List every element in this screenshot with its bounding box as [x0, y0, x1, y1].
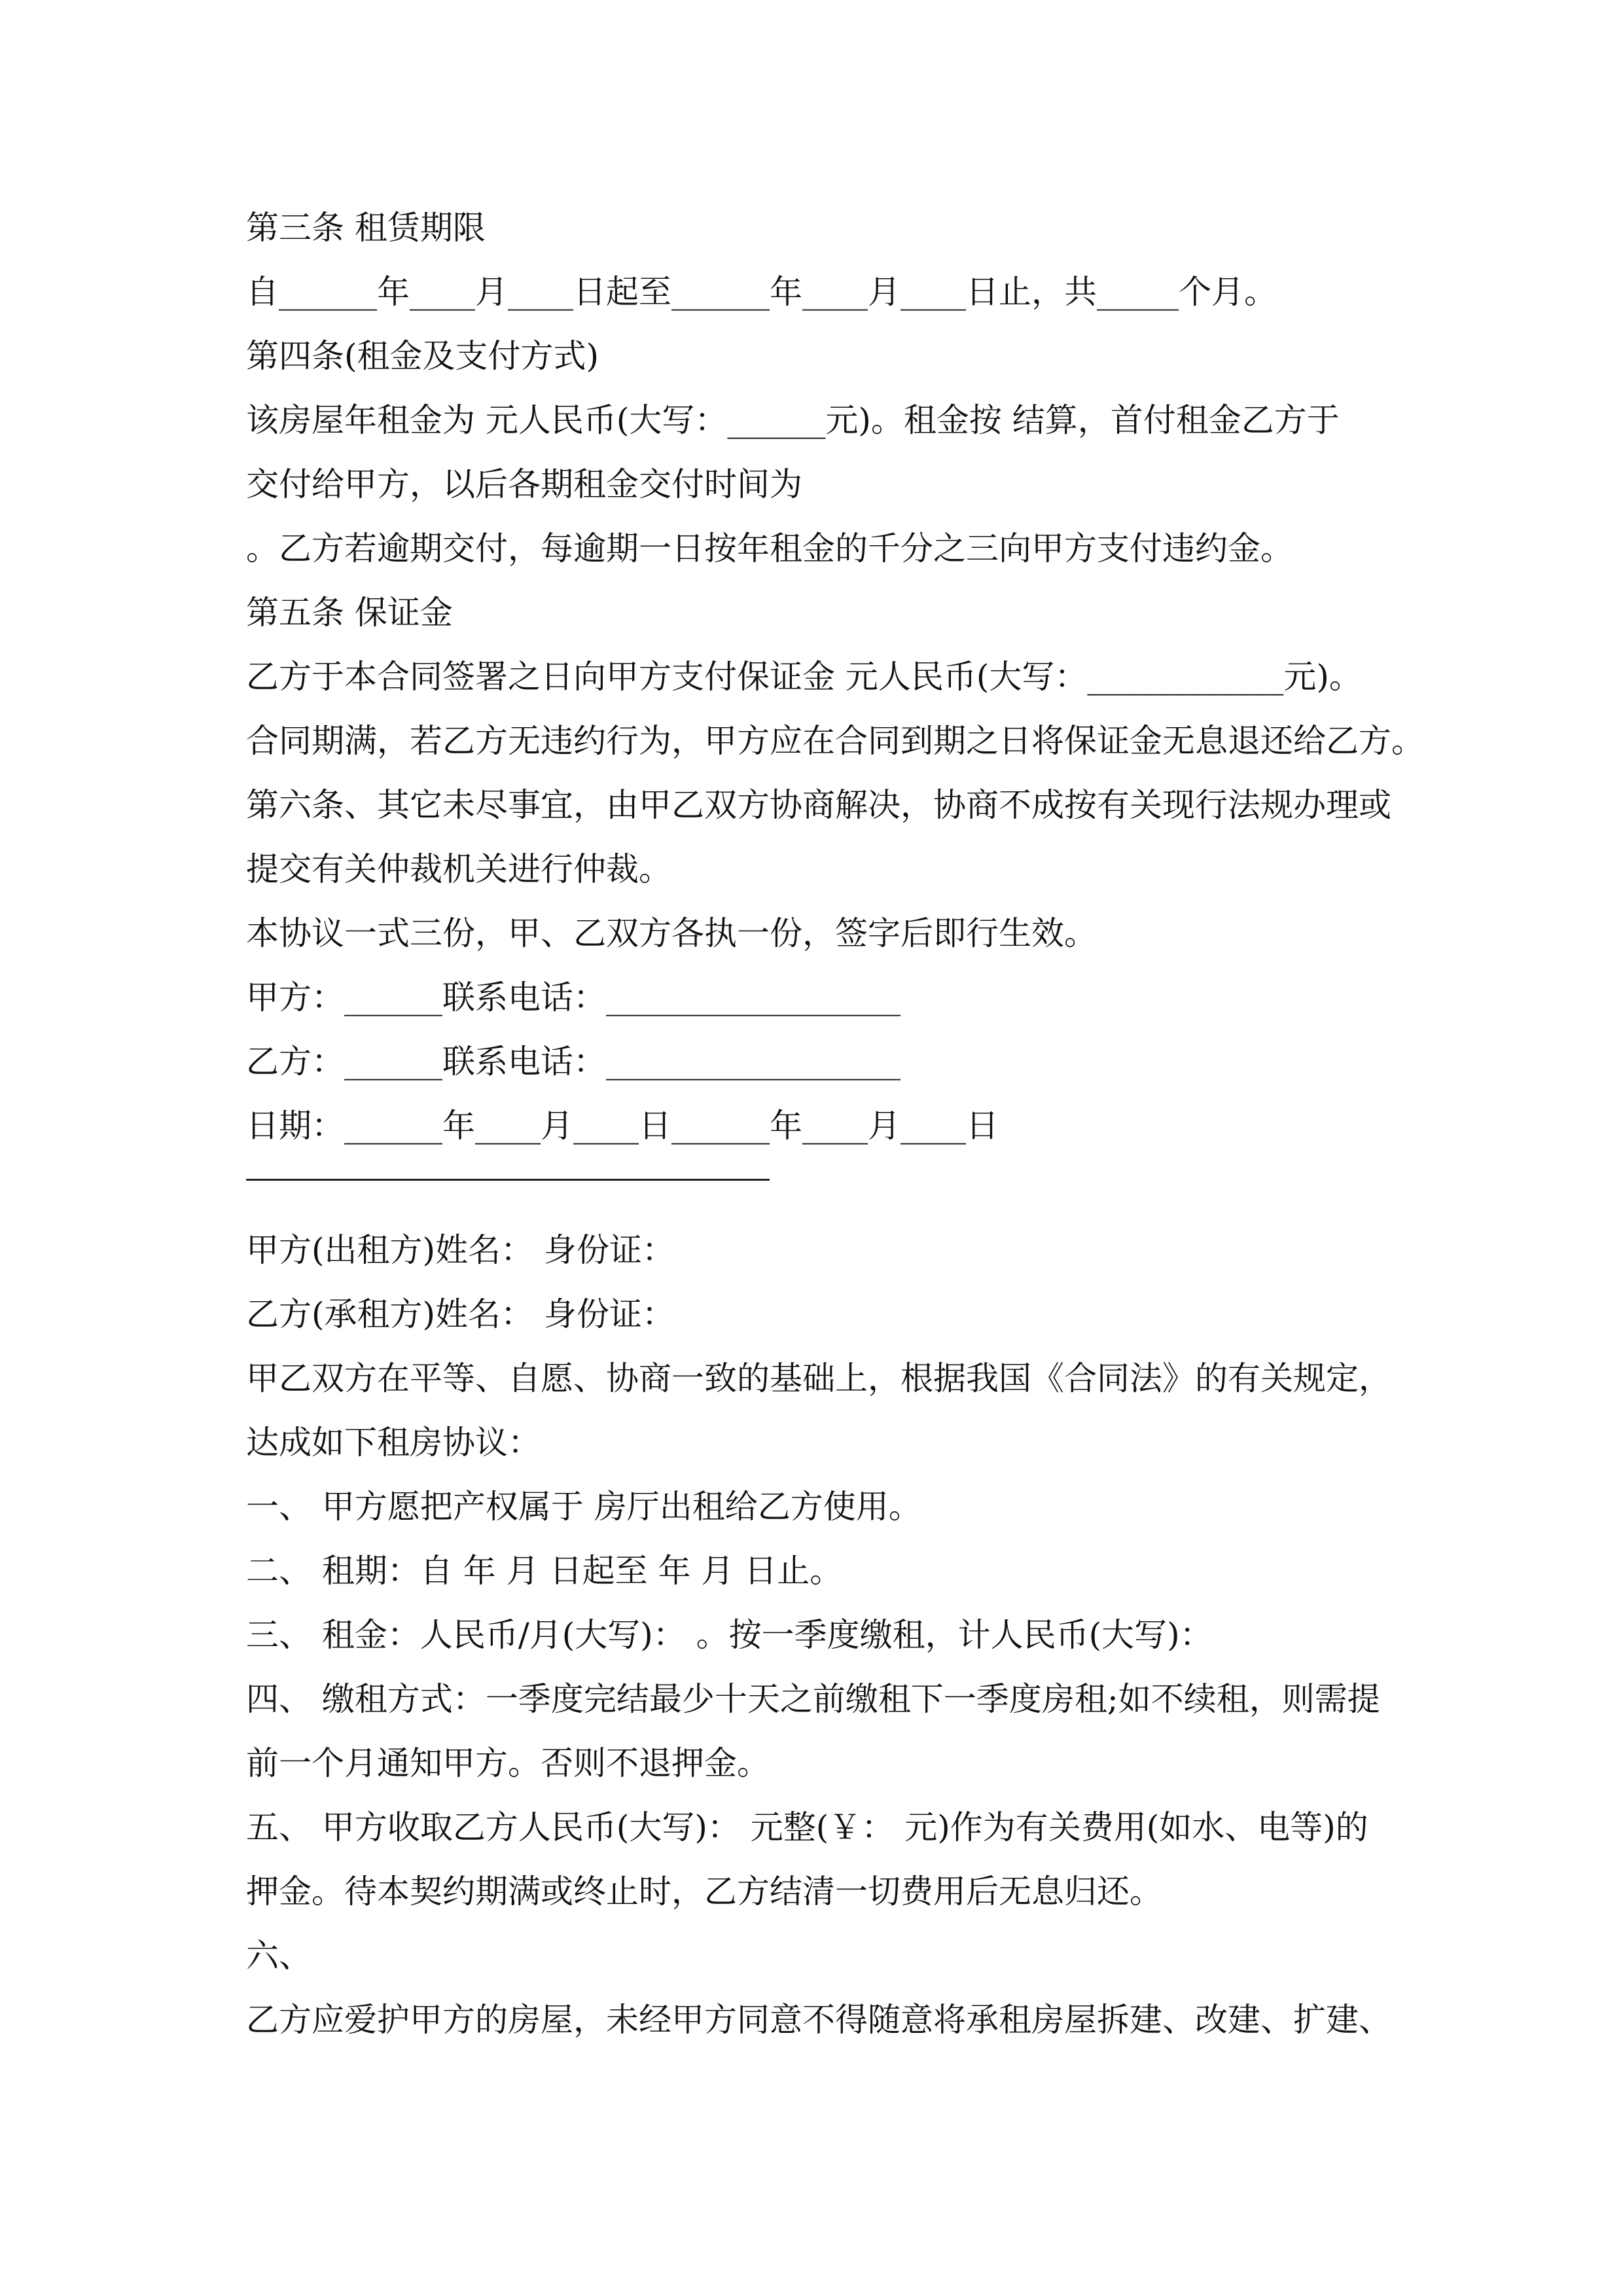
clause-5-heading: 第五条 保证金: [246, 594, 453, 632]
item-3-line: 三、 租金：人民币/月(大写)： 。按一季度缴租，计人民币(大写)：: [246, 1616, 1213, 1654]
party-a-contact-line: 甲方：______联系电话：__________________: [246, 978, 901, 1016]
rent-amount-line: 该房屋年租金为 元人民币(大写：______元)。租金按 结算，首付租金乙方于: [246, 401, 1340, 439]
item-2-line: 二、 租期：自 年 月 日起至 年 月 日止。: [246, 1552, 843, 1590]
arbitration-line: 提交有关仲裁机关进行仲裁。: [246, 850, 671, 888]
clause-3-heading: 第三条 租赁期限: [246, 209, 486, 247]
preamble-line-2: 达成如下租房协议：: [246, 1424, 541, 1462]
lease-term-line: 自______年____月____日起至______年____月____日止，共_____个月。: [246, 273, 1277, 311]
deposit-return-line: 合同期满，若乙方无违约行为，甲方应在合同到期之日将保证金无息退还给乙方。: [246, 722, 1424, 760]
tenant-name-line: 乙方(承租方)姓名： 身份证：: [246, 1295, 675, 1333]
item-1-line: 一、 甲方愿把产权属于 房厅出租给乙方使用。: [246, 1488, 921, 1526]
item-6-label: 六、: [246, 1937, 312, 1975]
item-6-line: 乙方应爱护甲方的房屋，未经甲方同意不得随意将承租房屋拆建、改建、扩建、: [246, 2001, 1391, 2039]
rent-delivery-line: 交付给甲方，以后各期租金交付时间为: [246, 465, 802, 503]
item-5-line-2: 押金。待本契约期满或终止时，乙方结清一切费用后无息归还。: [246, 1873, 1162, 1910]
preamble-line: 甲乙双方在平等、自愿、协商一致的基础上，根据我国《合同法》的有关规定，: [246, 1359, 1391, 1397]
deposit-line: 乙方于本合同签署之日向甲方支付保证金 元人民币(大写：____________元)。: [246, 658, 1362, 696]
landlord-name-line: 甲方(出租方)姓名： 身份证：: [246, 1231, 675, 1269]
separator-rule: [246, 1179, 770, 1181]
late-penalty-line: 。乙方若逾期交付，每逾期一日按年租金的千分之三向甲方支付违约金。: [246, 529, 1293, 567]
party-b-contact-line: 乙方：______联系电话：__________________: [246, 1043, 901, 1081]
clause-6-line: 第六条、其它未尽事宜，由甲乙双方协商解决，协商不成按有关现行法规办理或: [246, 786, 1391, 824]
item-4-line: 四、 缴租方式：一季度完结最少十天之前缴租下一季度房租;如不续租，则需提: [246, 1680, 1380, 1718]
separator-text: [246, 1162, 901, 1201]
date-line: 日期：______年____月____日______年____月____日: [246, 1107, 999, 1145]
copies-line: 本协议一式三份，甲、乙双方各执一份，签字后即行生效。: [246, 914, 1097, 952]
item-5-line: 五、 甲方收取乙方人民币(大写)： 元整(￥： 元)作为有关费用(如水、电等)的: [246, 1808, 1368, 1846]
clause-4-heading: 第四条(租金及支付方式): [246, 337, 599, 375]
item-4-line-2: 前一个月通知甲方。否则不退押金。: [246, 1744, 770, 1782]
